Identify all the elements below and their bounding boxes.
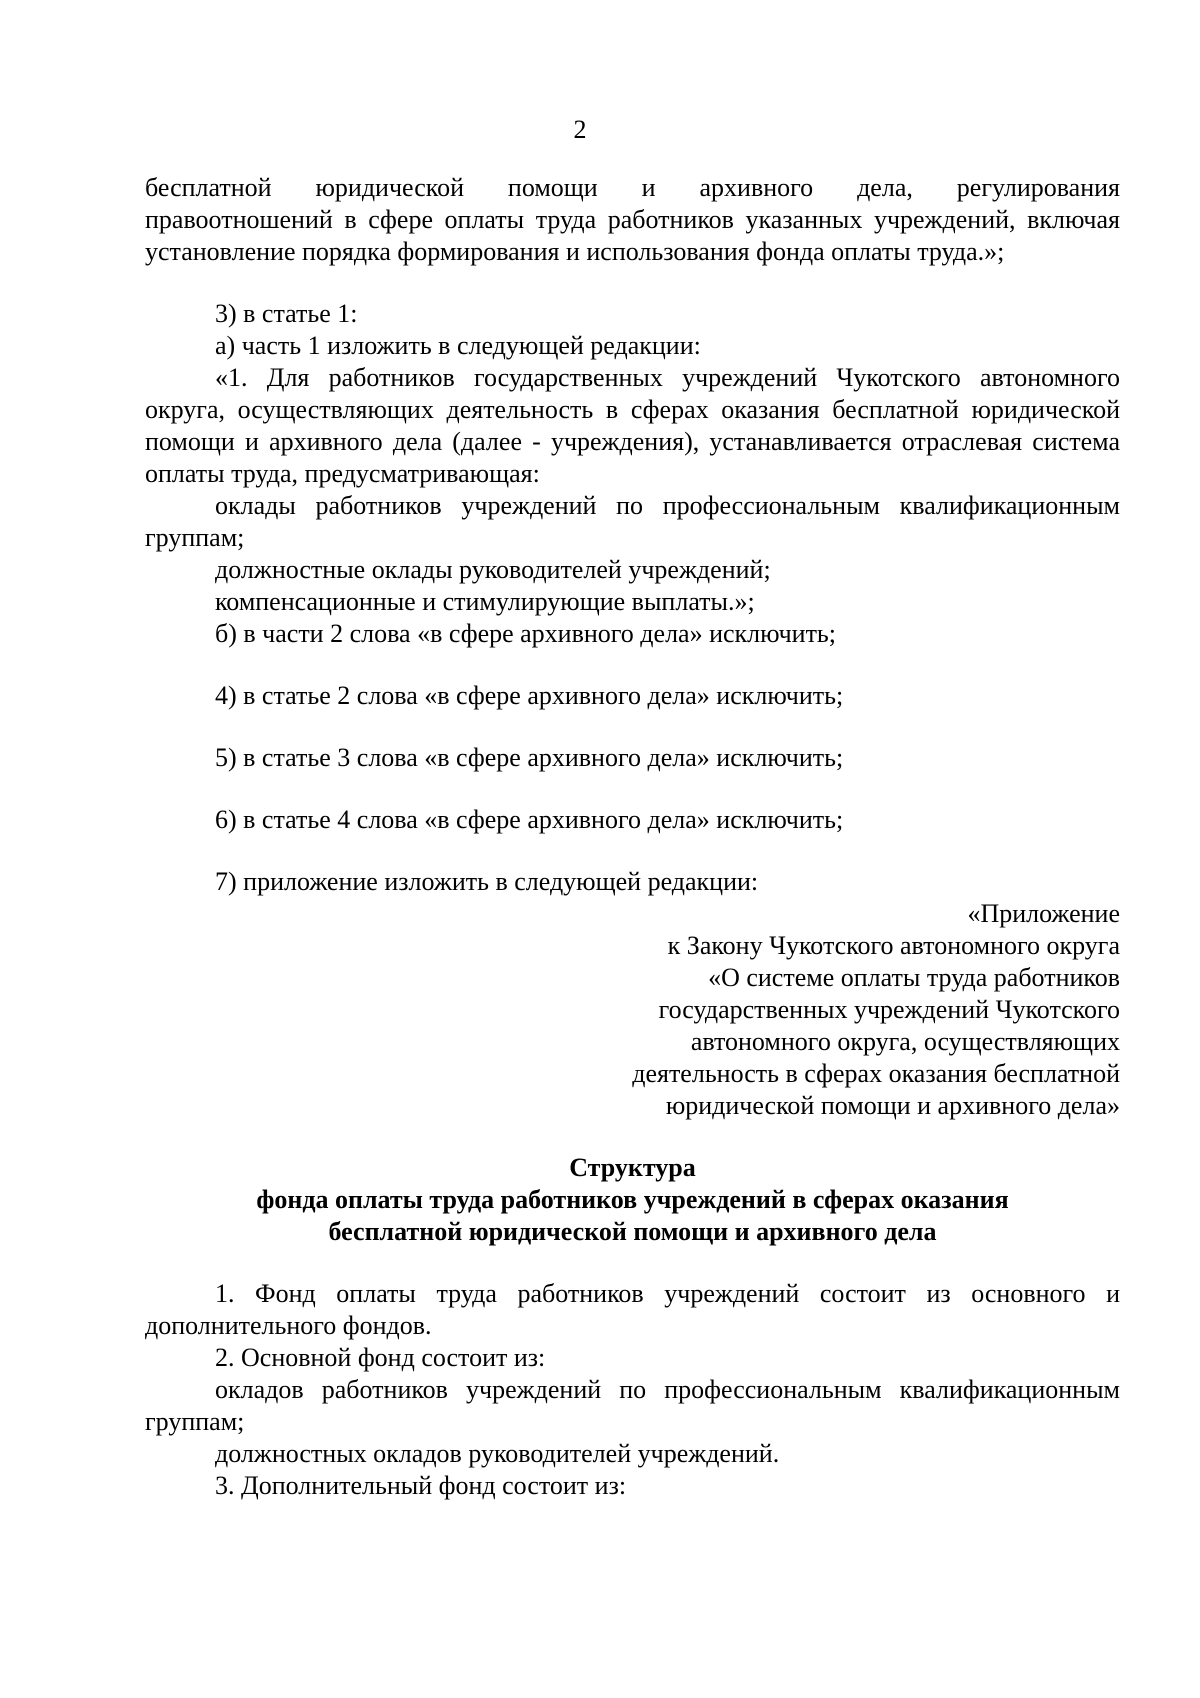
- structure-p2-oklady: окладов работников учреждений по профессиональным квалификационным группам;: [145, 1375, 1120, 1436]
- appendix-line: к Закону Чукотского автономного округа: [667, 931, 1120, 960]
- page-number: 2: [573, 115, 587, 144]
- item-3-quote-paragraph: «1. Для работников государственных учреждений Чукотского автономного округа, осуществляющих деятельность в сферах оказания бесплатной юридической помощи и архивного дела (далее - учреждения), устанавливается отраслевая система оплаты труда, предусматривающая:: [145, 363, 1120, 488]
- item-3b: б) в части 2 слова «в сфере архивного дела» исключить;: [215, 619, 837, 648]
- appendix-header: [145, 898, 1120, 1122]
- item-3-kompensatsionnye: компенсационные и стимулирующие выплаты.»;: [215, 587, 755, 616]
- item-3a: а) часть 1 изложить в следующей редакции:: [215, 331, 701, 360]
- item-7: 7) приложение изложить в следующей редакции:: [215, 867, 759, 896]
- item-5: 5) в статье 3 слова «в сфере архивного дела» исключить;: [215, 743, 844, 772]
- appendix-line: деятельность в сферах оказания бесплатной: [632, 1059, 1120, 1088]
- structure-p2: 2. Основной фонд состоит из:: [215, 1343, 546, 1372]
- item-4: 4) в статье 2 слова «в сфере архивного дела» исключить;: [215, 681, 844, 710]
- appendix-line: государственных учреждений Чукотского: [658, 995, 1120, 1024]
- item-3-dolzhnostnye: должностные оклады руководителей учреждений;: [215, 555, 771, 584]
- appendix-line: «О системе оплаты труда работников: [708, 963, 1120, 992]
- appendix-line: «Приложение: [967, 899, 1120, 928]
- structure-title-line: фонда оплаты труда работников учреждений в сферах оказания: [256, 1185, 1009, 1214]
- item-3-heading: 3) в статье 1:: [215, 299, 358, 328]
- structure-p1: 1. Фонд оплаты труда работников учреждений состоит из основного и дополнительного фондов.: [145, 1279, 1120, 1340]
- intro-line-1: бесплатной юридической помощи и архивного дела, регулирования: [145, 173, 1120, 202]
- structure-title: [145, 1152, 1120, 1248]
- appendix-line: юридической помощи и архивного дела»: [665, 1091, 1120, 1120]
- structure-p3: 3. Дополнительный фонд состоит из:: [215, 1471, 627, 1500]
- structure-p2-dolzhnostnye: должностных окладов руководителей учреждений.: [215, 1439, 780, 1468]
- item-3-oklady: оклады работников учреждений по профессиональным квалификационным группам;: [145, 491, 1120, 552]
- item-6: 6) в статье 4 слова «в сфере архивного дела» исключить;: [215, 805, 844, 834]
- structure-title-line: бесплатной юридической помощи и архивного дела: [328, 1217, 937, 1246]
- intro-paragraph: правоотношений в сфере оплаты труда работников указанных учреждений, включая установление порядка формирования и использования фонда оплаты труда.»;: [145, 205, 1120, 266]
- structure-title-line: Структура: [569, 1153, 696, 1182]
- appendix-line: автономного округа, осуществляющих: [690, 1027, 1120, 1056]
- document-body: [145, 172, 1120, 1502]
